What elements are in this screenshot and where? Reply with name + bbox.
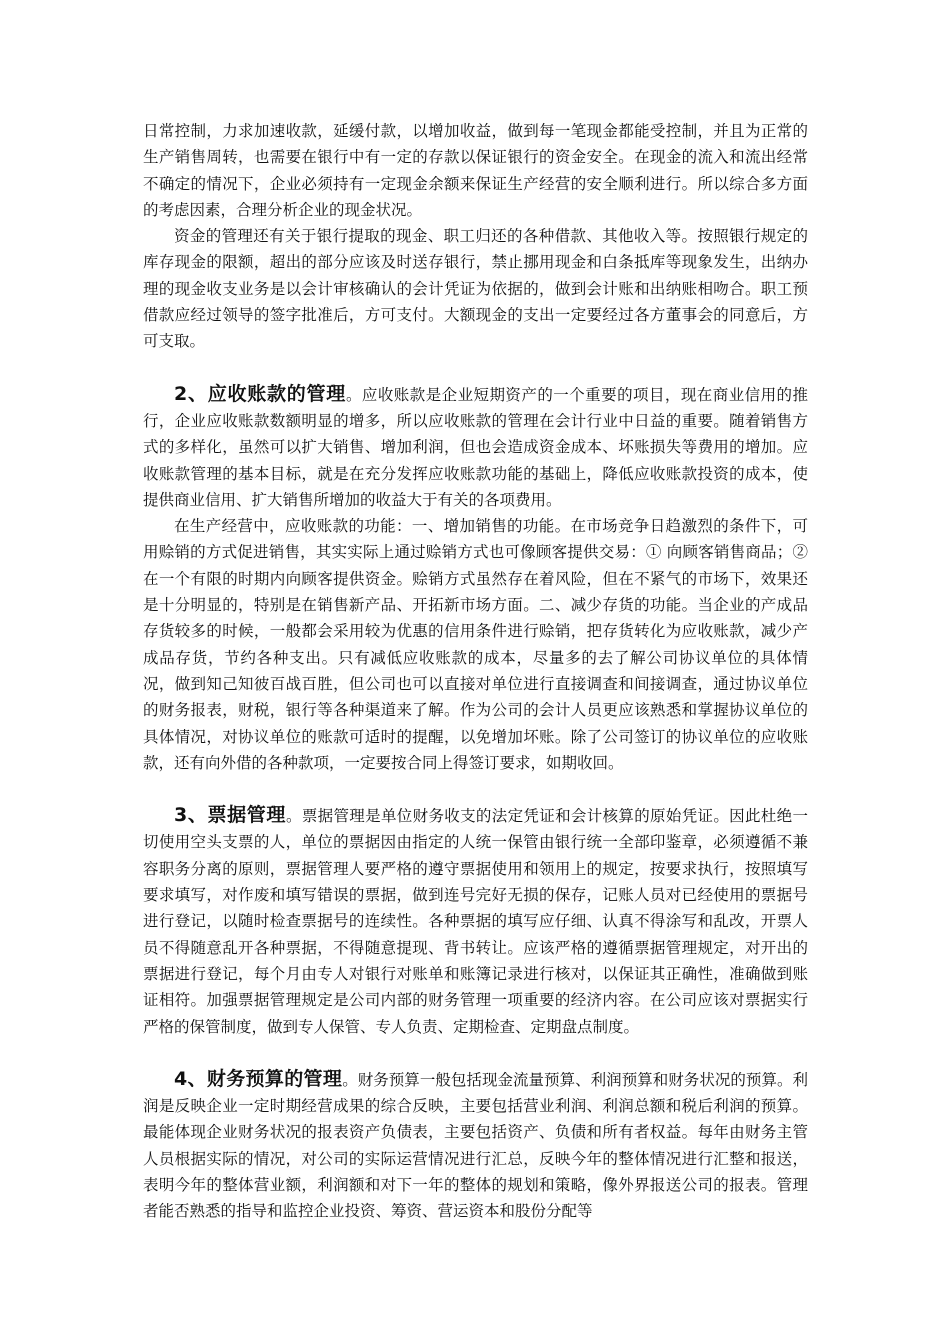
paragraph-fund-management: 资金的管理还有关于银行提取的现金、职工归还的各种借款、其他收入等。按照银行规定的库存现金的限额，超出的部分应该及时送存银行，禁止挪用现金和白条抵库等现象发生，出纳办理的现金收支业务是以会计审核确认的会计凭证为依据的，做到会计账和出纳账相吻合。职工预借款应经过领导的签字批准后，方可支付。大额现金的支出一定要经过各方董事会的同意后，方可支取。 bbox=[143, 227, 808, 351]
paragraph-receivables-functions: 在生产经营中，应收账款的功能：一、增加销售的功能。在市场竞争日趋激烈的条件下，可用赊销的方式促进销售，其实实际上通过赊销方式也可像顾客提供交易：① 向顾客销售商品；② 在一个有限的时期内向顾客提供资金。赊销方式虽然存在着风险，但在不紧气的市场下，效果还是十分明显的，特别是在销售新产品、开拓新市场方面。二、减少存货的功能。当企业的产成品存货较多的时候，一般都会采用较为优惠的信用条件进行赊销，把存货转化为应收账款，减少产成品存货，节约各种支出。只有减低应收账款的成本，尽量多的去了解公司协议单位的具体情况，做到知己知彼百战百胜，但公司也可以直接对单位进行直接调查和间接调查，通过协议单位的财务报表，财税，银行等各种渠道来了解。作为公司的会计人员更应该熟悉和掌握协议单位的具体情况，对协议单位的账款可适时的提醒，以免增加坏账。除了公司签订的协议单位的应收账款，还有向外借的各种款项，一定要按合同上得签订要求，如期收回。 bbox=[143, 517, 808, 772]
section-budget bbox=[143, 1066, 808, 1225]
section-bills-text: 。票据管理是单位财务收支的法定凭证和会计核算的原始凭证。因此杜绝一切使用空头支票的人，单位的票据因由指定的人统一保管由银行统一全部印鉴章，必须遵循不兼容职务分离的原则，票据管理人要严格的遵守票据使用和领用上的规定，按要求执行，按照填写要求填写，对作废和填写错误的票据，做到连号完好无损的保存，记账人员对已经使用的票据号进行登记，以随时检查票据号的连续性。各种票据的填写应仔细、认真不得涂写和乱改，开票人员不得随意乱开各种票据，不得随意提现、背书转让。应该严格的遵循票据管理规定，对开出的票据进行登记，每个月由专人对银行对账单和账簿记录进行核对，以保证其正确性，准确做到账证相符。加强票据管理规定是公司内部的财务管理一项重要的经济内容。在公司应该对票据实行严格的保管制度，做到专人保管、专人负责、定期检查、定期盘点制度。 bbox=[143, 807, 808, 1036]
section-receivables bbox=[143, 381, 808, 513]
section-heading-budget: 4、财务预算的管理 bbox=[174, 1067, 343, 1090]
section-heading-bills: 3、票据管理 bbox=[174, 804, 286, 827]
section-heading-receivables: 2、应收账款的管理 bbox=[174, 382, 346, 405]
section-budget-text: 。财务预算一般包括现金流量预算、利润预算和财务状况的预算。利润是反映企业一定时期经营成果的综合反映，主要包括营业利润、利润总额和税后利润的预算。最能体现企业财务状况的报表资产负债表，主要包括资产、负债和所有者权益。每年由财务主管人员根据实际的情况，对公司的实际运营情况进行汇总，反映今年的整体情况进行汇整和报送，表明今年的整体营业额，利润额和对下一年的整体的规划和策略，像外界报送公司的报表。管理者能否熟悉的指导和监控企业投资、筹资、营运资本和股份分配等 bbox=[143, 1070, 809, 1221]
section-receivables-text: 。应收账款是企业短期资产的一个重要的项目，现在商业信用的推行，企业应收账款数额明显的增多，所以应收账款的管理在会计行业中日益的重要。随着销售方式的多样化，虽然可以扩大销售、增加利润，但也会造成资金成本、坏账损失等费用的增加。应收账款管理的基本目标，就是在充分发挥应收账款功能的基础上，降低应收账款投资的成本，使提供商业信用、扩大销售所增加的收益大于有关的各项费用。 bbox=[143, 385, 808, 509]
document-page bbox=[143, 118, 808, 1225]
section-bills bbox=[143, 802, 808, 1040]
paragraph-cash-control: 日常控制，力求加速收款，延缓付款，以增加收益，做到每一笔现金都能受控制，并且为正常的生产销售周转，也需要在银行中有一定的存款以保证银行的资金安全。在现金的流入和流出经常不确定的情况下，企业必须持有一定现金余额来保证生产经营的安全顺利进行。所以综合多方面的考虑因素，合理分析企业的现金状况。 bbox=[143, 122, 808, 219]
